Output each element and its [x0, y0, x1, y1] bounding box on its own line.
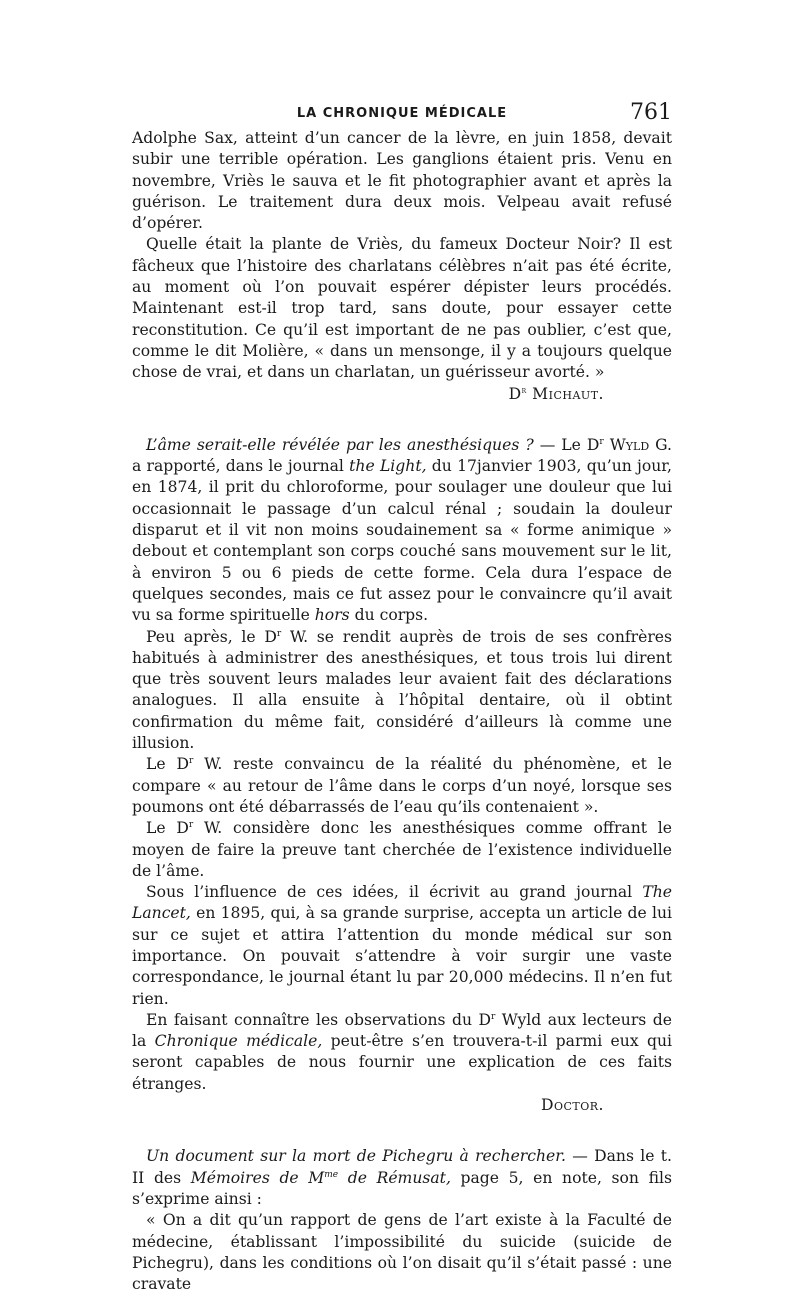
- section-gap: [132, 1116, 672, 1146]
- paragraph: [132, 128, 672, 234]
- text: W. considère donc les anesthésiques comme offrant le moyen de faire la preuve tant cherchée de l’existence individuelle de l’âme.: [132, 819, 672, 880]
- page-header: [132, 100, 672, 130]
- text: — Dans le t. II des: [132, 1147, 672, 1187]
- signature-prefix: D: [508, 384, 522, 403]
- paragraph: [132, 234, 672, 383]
- journal-name: Chronique médicale,: [154, 1032, 323, 1051]
- sup: me: [324, 1169, 339, 1180]
- running-title: LA CHRONIQUE MÉDICALE: [296, 106, 508, 121]
- paragraph: [132, 1210, 672, 1295]
- signature-michaut: [132, 384, 672, 405]
- text: en 1895, qui, à sa grande surprise, accepta un article de lui sur ce sujet et attira l’attention du monde médical sur son importance. On pouvait s’attendre à voir surgir une vaste correspondance, le journal étant lu par 20,000 médecins. Il n’en fut rien.: [132, 904, 672, 1008]
- text: page 5, en note, son fils s’exprime ainsi :: [132, 1168, 672, 1208]
- text: Sous l’influence de ces idées, il écrivit au grand journal: [146, 883, 643, 902]
- article-body: [132, 128, 672, 1295]
- sup: r: [491, 1011, 496, 1022]
- text: a rapporté, dans le journal: [132, 457, 350, 476]
- book-title: Mémoires de M: [190, 1168, 325, 1187]
- book-title: de Rémusat,: [338, 1168, 451, 1187]
- text: Le D: [146, 819, 189, 838]
- paragraph-text: Quelle était la plante de Vriès, du fameux Docteur Noir? Il est fâcheux que l’histoire des charlatans célèbres n’ait pas été écrite, au moment où l’on pouvait espérer dépister leurs procédés. Maintenant est-il trop tard, sans doute, pour essayer cette reconstitution. Ce qu’il est important de ne pas oublier, c’est que, comme le dit Molière, « dans un mensonge, il y a toujours quelque chose de vrai, et dans un charlatan, un guérisseur avorté. »: [132, 235, 672, 382]
- journal-name: the Light,: [349, 457, 427, 476]
- text: Peu après, le D: [146, 627, 277, 646]
- text: peut-être s’en trouvera-t-il parmi eux qui seront capables de nous fournir une explication de ces faits étranges.: [132, 1032, 672, 1093]
- paragraph-text: « On a dit qu’un rapport de gens de l’art existe à la Faculté de médecine, établissant l’impossibilité du suicide (suicide de Pichegru), dans les conditions où l’on disait qu’il s’était passé : une cravate: [132, 1211, 672, 1294]
- sup: r: [188, 820, 194, 831]
- text: — Le D: [533, 435, 600, 454]
- sup: r: [599, 436, 604, 447]
- text: Le D: [146, 755, 189, 774]
- text: W. se rendit auprès de trois de ses confrères habitués à administrer des anesthésiques, et tous trois lui dirent que très souvent leurs malades leur avaient fait des déclarations analogues. Il alla ensuite à l’hôpital dentaire, où il obtint confirmation du même fait, considéré d’ailleurs là comme une illusion.: [132, 627, 673, 753]
- journal-name: The Lancet,: [132, 883, 672, 923]
- paragraph: [132, 754, 672, 818]
- paragraph: [132, 1010, 672, 1095]
- signature-name: Michaut.: [532, 384, 604, 403]
- sup: r: [276, 628, 282, 639]
- sup: r: [188, 756, 194, 767]
- page-number: 761: [630, 100, 672, 125]
- paragraph: [132, 818, 672, 882]
- text: Wyld aux lecteurs de la: [132, 1010, 672, 1051]
- text: du 17janvier 1903, qu’un jour, en 1874, il prit du chloroforme, pour soulager une douleur que lui occasionnait le passage d’un calcul rénal ; soudain la douleur disparut et il vit non moins soudainement sa « forme animique » debout et contemplant son corps couché sans mouvement sur le lit, à environ 5 ou 6 pieds de cette forme. Cela dura l’espace de quelques secondes, mais ce fut assez pour le convaincre qu’il avait vu sa forme spirituelle: [132, 457, 672, 625]
- section-title: L’âme serait-elle révélée par les anesthésiques ?: [146, 435, 534, 454]
- text: Wyld G.: [603, 435, 673, 454]
- text: du corps.: [349, 606, 429, 625]
- signature-sup: r: [521, 385, 527, 396]
- paragraph: [132, 1146, 672, 1210]
- signature-doctor: Doctor.: [540, 1096, 604, 1115]
- paragraph: [132, 882, 672, 1010]
- section-title: Un document sur la mort de Pichegru à rechercher.: [146, 1147, 566, 1166]
- paragraph: [132, 627, 672, 755]
- text: W. reste convaincu de la réalité du phénomène, et le compare « au retour de l’âme dans le corps d’un noyé, lorsque ses poumons ont été débarrassés de l’eau qu’ils contenaient ».: [132, 755, 672, 816]
- section-gap: [132, 405, 672, 435]
- paragraph-text: Adolphe Sax, atteint d’un cancer de la lèvre, en juin 1858, devait subir une terrible opération. Les ganglions étaient pris. Venu en novembre, Vriès le sauva et le fit photographier avant et après la guérison. Le traitement dura deux mois. Velpeau avait refusé d’opérer.: [132, 129, 672, 233]
- paragraph: [132, 435, 672, 627]
- text: hors: [314, 606, 350, 625]
- text: En faisant connaître les observations du D: [146, 1010, 491, 1029]
